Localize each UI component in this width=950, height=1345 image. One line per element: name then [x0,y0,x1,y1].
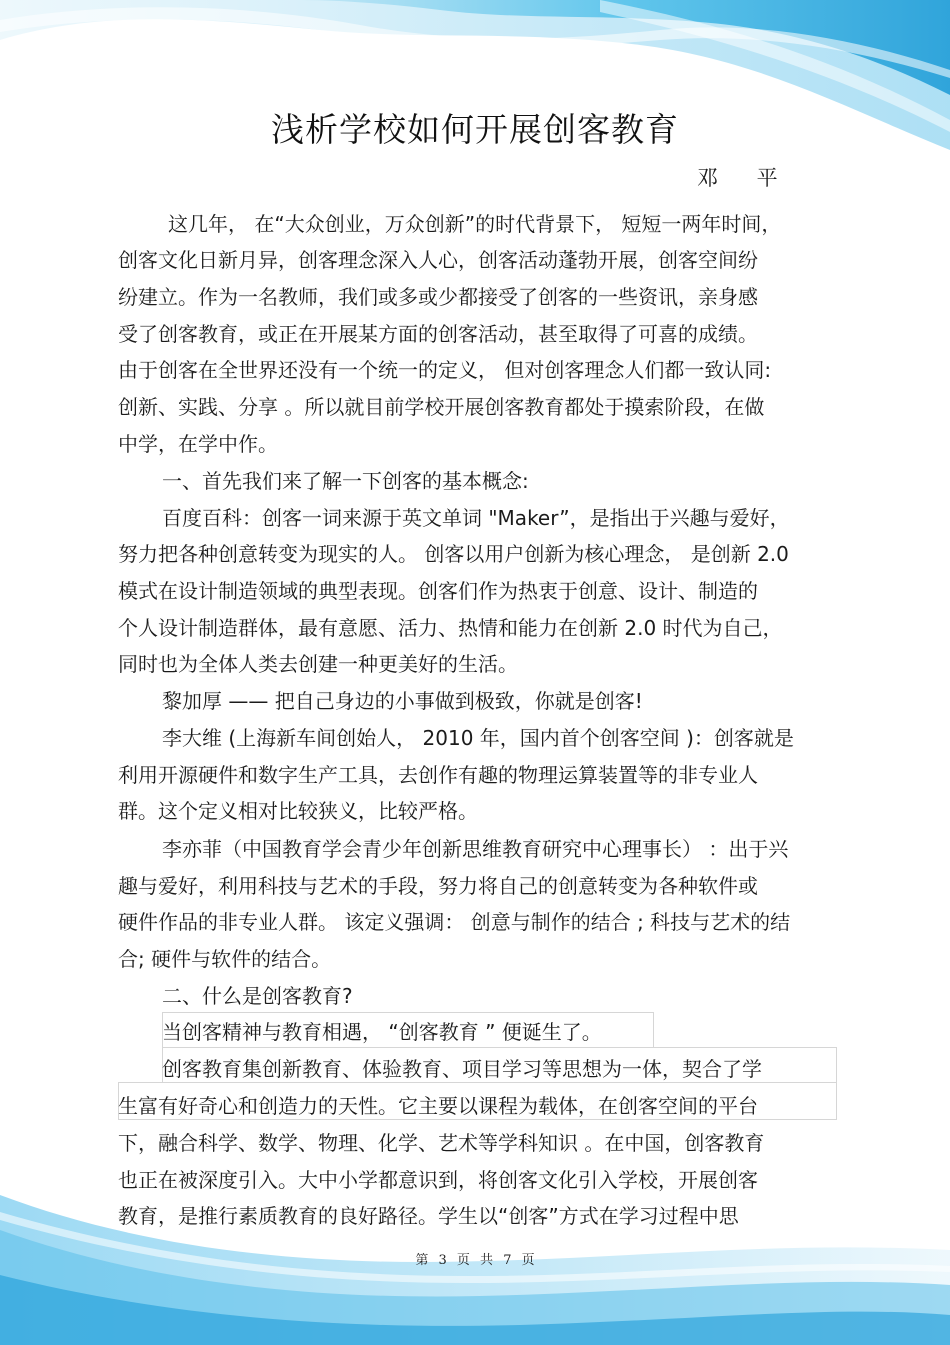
paragraph-line: 下，融合科学、数学、物理、化学、艺术等学科知识 。在中国，创客教育 [118,1131,765,1155]
paragraph-line: 个人设计制造群体，最有意愿、活力、热情和能力在创新 2.0 时代为自己， [118,616,783,640]
paragraph-line: 创新、实践、分享 。所以就目前学校开展创客教育都处于摸索阶段，在做 [118,395,765,419]
paragraph-line: 李大维 (上海新车间创始人， 2010 年，国内首个创客空间 )：创客就是 [162,726,794,750]
paragraph-line: 硬件作品的非专业人群。 该定义强调： 创意与制作的结合 ; 科技与艺术的结 [118,910,791,934]
paragraph-line: 创客教育集创新教育、体验教育、项目学习等思想为一体，契合了学 [162,1057,762,1081]
paragraph-line: 模式在设计制造领域的典型表现。创客们作为热衷于创意、设计、制造的 [118,579,758,603]
paragraph-line: 群。这个定义相对比较狭义，比较严格。 [118,799,478,823]
paragraph-line: 同时也为全体人类去创建一种更美好的生活。 [118,652,518,676]
paragraph-line: 中学，在学中作。 [118,432,278,456]
author-name: 邓 平 [697,166,794,190]
paragraph-line: 利用开源硬件和数字生产工具，去创作有趣的物理运算装置等的非专业人 [118,763,758,787]
paragraph-line: 纷建立。作为一名教师，我们或多或少都接受了创客的一些资讯，亲身感 [118,285,758,309]
paragraph-line: 李亦菲（中国教育学会青少年创新思维教育研究中心理事长） ：出于兴 [162,837,789,861]
paragraph-line: 由于创客在全世界还没有一个统一的定义， 但对创客理念人们都一致认同: [118,358,772,382]
paragraph-line: 教育，是推行素质教育的良好路径。学生以“创客”方式在学习过程中思 [118,1204,739,1228]
paragraph-line: 趣与爱好，利用科技与艺术的手段，努力将自己的创意转变为各种软件或 [118,874,758,898]
paragraph-line: 当创客精神与教育相遇， “创客教育 ” 便诞生了。 [162,1020,602,1044]
paragraph-line: 也正在被深度引入。大中小学都意识到，将创客文化引入学校，开展创客 [118,1168,758,1192]
paragraph-line: 合; 硬件与软件的结合。 [118,947,332,971]
paragraph-line: 受了创客教育，或正在开展某方面的创客活动，甚至取得了可喜的成绩。 [118,322,758,346]
paragraph-line: 创客文化日新月异，创客理念深入人心，创客活动蓬勃开展，创客空间纷 [118,248,758,272]
paragraph-line: 这几年， 在“大众创业，万众创新”的时代背景下， 短短一两年时间， [168,212,782,236]
paragraph-line: 生富有好奇心和创造力的天性。它主要以课程为载体，在创客空间的平台 [118,1094,758,1118]
section-heading: 一、首先我们来了解一下创客的基本概念: [162,469,529,493]
page-number-footer: 第 3 页 共 7 页 [415,1253,535,1268]
document-title: 浅析学校如何开展创客教育 [271,110,679,149]
paragraph-line: 黎加厚 —— 把自己身边的小事做到极致，你就是创客! [162,689,643,713]
section-heading: 二、什么是创客教育? [162,984,353,1008]
paragraph-line: 努力把各种创意转变为现实的人。 创客以用户创新为核心理念， 是创新 2.0 [118,542,789,566]
paragraph-line: 百度百科：创客一词来源于英文单词 "Maker”，是指出于兴趣与爱好， [162,506,790,530]
